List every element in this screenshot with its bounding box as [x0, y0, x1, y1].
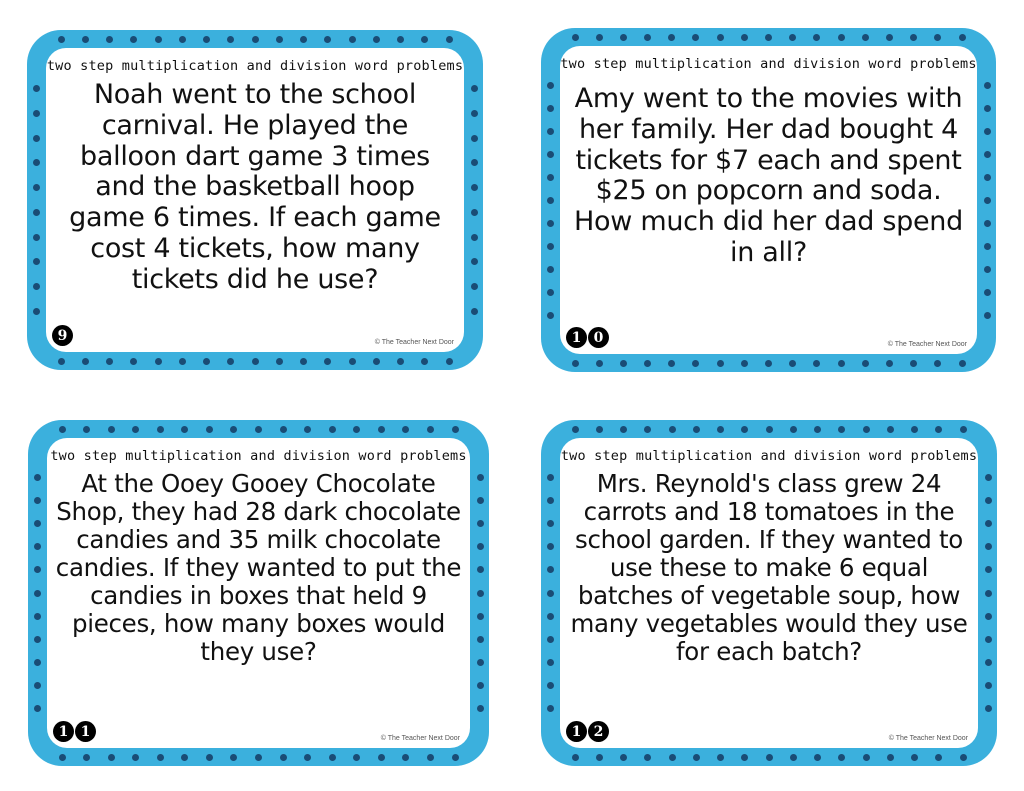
border-dot [887, 754, 894, 761]
border-dot [477, 682, 484, 689]
border-dot [693, 754, 700, 761]
border-dot [547, 312, 554, 319]
border-dot [427, 754, 434, 761]
border-dot [572, 426, 579, 433]
border-dot [886, 360, 893, 367]
border-dot [276, 358, 283, 365]
border-dot [349, 358, 356, 365]
border-dot [838, 360, 845, 367]
border-dot [206, 426, 213, 433]
border-dot [985, 566, 992, 573]
border-dot [765, 34, 772, 41]
border-dot [547, 705, 554, 712]
border-dot [471, 258, 478, 265]
copyright-text: © The Teacher Next Door [374, 339, 454, 346]
border-dot [471, 283, 478, 290]
task-card-10 [541, 28, 996, 372]
border-dot [421, 358, 428, 365]
card-number-digit: 1 [566, 721, 587, 742]
border-dot [669, 426, 676, 433]
border-dot [985, 474, 992, 481]
border-dot [33, 85, 40, 92]
border-dot [985, 590, 992, 597]
border-dot [477, 636, 484, 643]
border-dot [985, 705, 992, 712]
border-dot [179, 358, 186, 365]
border-dot [397, 36, 404, 43]
border-dot [304, 754, 311, 761]
border-dot [402, 426, 409, 433]
border-dot [324, 36, 331, 43]
border-dot [790, 426, 797, 433]
border-dot [155, 358, 162, 365]
border-dot [33, 110, 40, 117]
border-dot [33, 234, 40, 241]
border-dot [985, 682, 992, 689]
border-dot [230, 754, 237, 761]
border-dot [132, 426, 139, 433]
border-dot [620, 426, 627, 433]
border-dot [181, 426, 188, 433]
border-dot [984, 220, 991, 227]
border-dot [276, 36, 283, 43]
border-dot [547, 197, 554, 204]
border-dot [934, 360, 941, 367]
border-dot [34, 705, 41, 712]
border-dot [59, 426, 66, 433]
border-dot [373, 358, 380, 365]
border-dot [547, 682, 554, 689]
border-dot [108, 754, 115, 761]
border-dot [547, 105, 554, 112]
border-dot [304, 426, 311, 433]
border-dot [814, 754, 821, 761]
border-dot [693, 426, 700, 433]
border-dot [280, 426, 287, 433]
border-dot [179, 36, 186, 43]
border-dot [397, 358, 404, 365]
border-dot [717, 426, 724, 433]
border-dot [547, 590, 554, 597]
border-dot [33, 308, 40, 315]
border-dot [471, 308, 478, 315]
border-dot [814, 426, 821, 433]
border-dot [620, 360, 627, 367]
border-dot [572, 360, 579, 367]
border-dot [984, 243, 991, 250]
border-dot [203, 36, 210, 43]
border-dot [353, 754, 360, 761]
border-dot [717, 34, 724, 41]
border-dot [984, 197, 991, 204]
border-dot [984, 289, 991, 296]
border-dot [324, 358, 331, 365]
word-problem-text: At the Ooey Gooey Chocolate Shop, they had 28 dark chocolate candies and 35 milk chocolate candies. If they wanted to put the candies in boxes that held 9 pieces, how many boxes would they use? [55, 469, 462, 666]
border-dot [82, 358, 89, 365]
border-dot [547, 474, 554, 481]
border-dot [984, 312, 991, 319]
border-dot [838, 34, 845, 41]
border-dot [985, 497, 992, 504]
border-dot [130, 358, 137, 365]
border-dot [596, 426, 603, 433]
task-card-11 [28, 420, 489, 766]
border-dot [349, 36, 356, 43]
border-dot [911, 426, 918, 433]
border-dot [838, 426, 845, 433]
border-dot [741, 426, 748, 433]
border-dot [547, 82, 554, 89]
border-dot [984, 82, 991, 89]
border-dot [421, 36, 428, 43]
border-dot [911, 754, 918, 761]
border-dot [34, 497, 41, 504]
card-number-badge [53, 721, 96, 742]
border-dot [206, 754, 213, 761]
border-dot [547, 289, 554, 296]
border-dot [471, 159, 478, 166]
border-dot [669, 754, 676, 761]
border-dot [255, 426, 262, 433]
border-dot [280, 754, 287, 761]
border-dot [547, 566, 554, 573]
border-dot [106, 36, 113, 43]
border-dot [985, 520, 992, 527]
border-dot [252, 36, 259, 43]
border-dot [717, 754, 724, 761]
border-dot [446, 358, 453, 365]
border-dot [471, 85, 478, 92]
border-dot [252, 358, 259, 365]
border-dot [34, 682, 41, 689]
border-dot [34, 590, 41, 597]
border-dot [33, 283, 40, 290]
border-dot [477, 705, 484, 712]
border-dot [596, 754, 603, 761]
border-dot [471, 110, 478, 117]
border-dot [477, 543, 484, 550]
border-dot [596, 360, 603, 367]
card-number-digit: 2 [588, 721, 609, 742]
border-dot [33, 209, 40, 216]
border-dot [644, 426, 651, 433]
border-dot [984, 128, 991, 135]
border-dot [34, 613, 41, 620]
border-dot [300, 358, 307, 365]
border-dot [985, 543, 992, 550]
task-card-9 [27, 30, 483, 370]
border-dot [33, 184, 40, 191]
border-dot [58, 358, 65, 365]
border-dot [452, 754, 459, 761]
border-dot [477, 497, 484, 504]
border-dot [547, 613, 554, 620]
border-dot [130, 36, 137, 43]
border-dot [34, 474, 41, 481]
border-dot [83, 426, 90, 433]
border-dot [203, 358, 210, 365]
border-dot [910, 360, 917, 367]
border-dot [985, 659, 992, 666]
border-dot [620, 754, 627, 761]
border-dot [33, 159, 40, 166]
border-dot [547, 220, 554, 227]
card-panel [47, 438, 470, 748]
border-dot [863, 426, 870, 433]
border-dot [471, 209, 478, 216]
card-number-digit: 1 [53, 721, 74, 742]
border-dot [373, 36, 380, 43]
border-dot [985, 636, 992, 643]
border-dot [547, 151, 554, 158]
border-dot [644, 360, 651, 367]
border-dot [329, 426, 336, 433]
border-dot [863, 754, 870, 761]
border-dot [984, 105, 991, 112]
copyright-text: © The Teacher Next Door [380, 735, 460, 742]
border-dot [353, 426, 360, 433]
border-dot [108, 426, 115, 433]
border-dot [813, 360, 820, 367]
border-dot [82, 36, 89, 43]
card-number-digit: 0 [588, 327, 609, 348]
copyright-text: © The Teacher Next Door [887, 341, 967, 348]
border-dot [741, 360, 748, 367]
border-dot [378, 426, 385, 433]
card-header: two step multiplication and division word problems [560, 448, 978, 464]
border-dot [547, 174, 554, 181]
border-dot [477, 566, 484, 573]
border-dot [547, 243, 554, 250]
border-dot [692, 360, 699, 367]
border-dot [471, 135, 478, 142]
word-problem-text: Noah went to the school carnival. He played the balloon dart game 3 times and the basketball hoop game 6 times. If each game cost 4 tickets, how many tickets did he use? [69, 79, 441, 295]
card-panel [46, 48, 464, 352]
border-dot [157, 426, 164, 433]
border-dot [862, 34, 869, 41]
border-dot [862, 360, 869, 367]
word-problem-text: Mrs. Reynold's class grew 24 carrots and 18 tomatoes in the school garden. If they wanted to use these to make 6 equal batches of vegetable soup, how many vegetables would they use for each batch? [570, 469, 968, 666]
border-dot [789, 360, 796, 367]
border-dot [620, 34, 627, 41]
border-dot [985, 613, 992, 620]
border-dot [813, 34, 820, 41]
card-number-digit: 1 [75, 721, 96, 742]
border-dot [378, 754, 385, 761]
card-number-badge [566, 721, 609, 742]
border-dot [230, 426, 237, 433]
border-dot [181, 754, 188, 761]
border-dot [547, 520, 554, 527]
border-dot [547, 266, 554, 273]
card-number-badge [566, 327, 609, 348]
border-dot [34, 566, 41, 573]
border-dot [59, 754, 66, 761]
border-dot [547, 497, 554, 504]
border-dot [935, 426, 942, 433]
card-header: two step multiplication and division word problems [46, 58, 464, 74]
border-dot [477, 659, 484, 666]
card-panel [560, 46, 977, 354]
border-dot [477, 474, 484, 481]
copyright-text: © The Teacher Next Door [888, 735, 968, 742]
border-dot [227, 358, 234, 365]
border-dot [717, 360, 724, 367]
border-dot [692, 34, 699, 41]
border-dot [106, 358, 113, 365]
border-dot [547, 659, 554, 666]
border-dot [34, 520, 41, 527]
border-dot [300, 36, 307, 43]
border-dot [547, 128, 554, 135]
border-dot [34, 636, 41, 643]
border-dot [959, 360, 966, 367]
border-dot [960, 754, 967, 761]
border-dot [644, 34, 651, 41]
border-dot [984, 151, 991, 158]
card-header: two step multiplication and division word problems [560, 56, 977, 72]
border-dot [155, 36, 162, 43]
border-dot [427, 426, 434, 433]
border-dot [157, 754, 164, 761]
task-card-12 [541, 420, 997, 766]
border-dot [446, 36, 453, 43]
border-dot [547, 543, 554, 550]
word-problem-text: Amy went to the movies with her family. Her dad bought 4 tickets for $7 each and spent $25 on popcorn and soda. How much did her dad spend in all? [574, 83, 963, 268]
border-dot [984, 174, 991, 181]
border-dot [34, 659, 41, 666]
card-number-digit: 1 [566, 327, 587, 348]
border-dot [838, 754, 845, 761]
border-dot [477, 613, 484, 620]
border-dot [329, 754, 336, 761]
border-dot [766, 754, 773, 761]
border-dot [227, 36, 234, 43]
card-number-badge [52, 325, 73, 346]
border-dot [572, 34, 579, 41]
border-dot [790, 754, 797, 761]
border-dot [34, 543, 41, 550]
border-dot [547, 636, 554, 643]
border-dot [402, 754, 409, 761]
border-dot [83, 754, 90, 761]
border-dot [596, 34, 603, 41]
card-panel [560, 438, 978, 748]
border-dot [471, 184, 478, 191]
border-dot [668, 34, 675, 41]
border-dot [886, 34, 893, 41]
border-dot [960, 426, 967, 433]
border-dot [741, 34, 748, 41]
border-dot [789, 34, 796, 41]
border-dot [887, 426, 894, 433]
border-dot [452, 426, 459, 433]
card-number-digit: 9 [52, 325, 73, 346]
border-dot [934, 34, 941, 41]
border-dot [984, 266, 991, 273]
border-dot [741, 754, 748, 761]
border-dot [935, 754, 942, 761]
border-dot [668, 360, 675, 367]
border-dot [33, 258, 40, 265]
border-dot [132, 754, 139, 761]
border-dot [33, 135, 40, 142]
border-dot [644, 754, 651, 761]
border-dot [58, 36, 65, 43]
border-dot [477, 520, 484, 527]
border-dot [910, 34, 917, 41]
border-dot [471, 234, 478, 241]
border-dot [766, 426, 773, 433]
border-dot [477, 590, 484, 597]
border-dot [959, 34, 966, 41]
border-dot [255, 754, 262, 761]
border-dot [765, 360, 772, 367]
card-header: two step multiplication and division word problems [50, 448, 467, 464]
border-dot [572, 754, 579, 761]
